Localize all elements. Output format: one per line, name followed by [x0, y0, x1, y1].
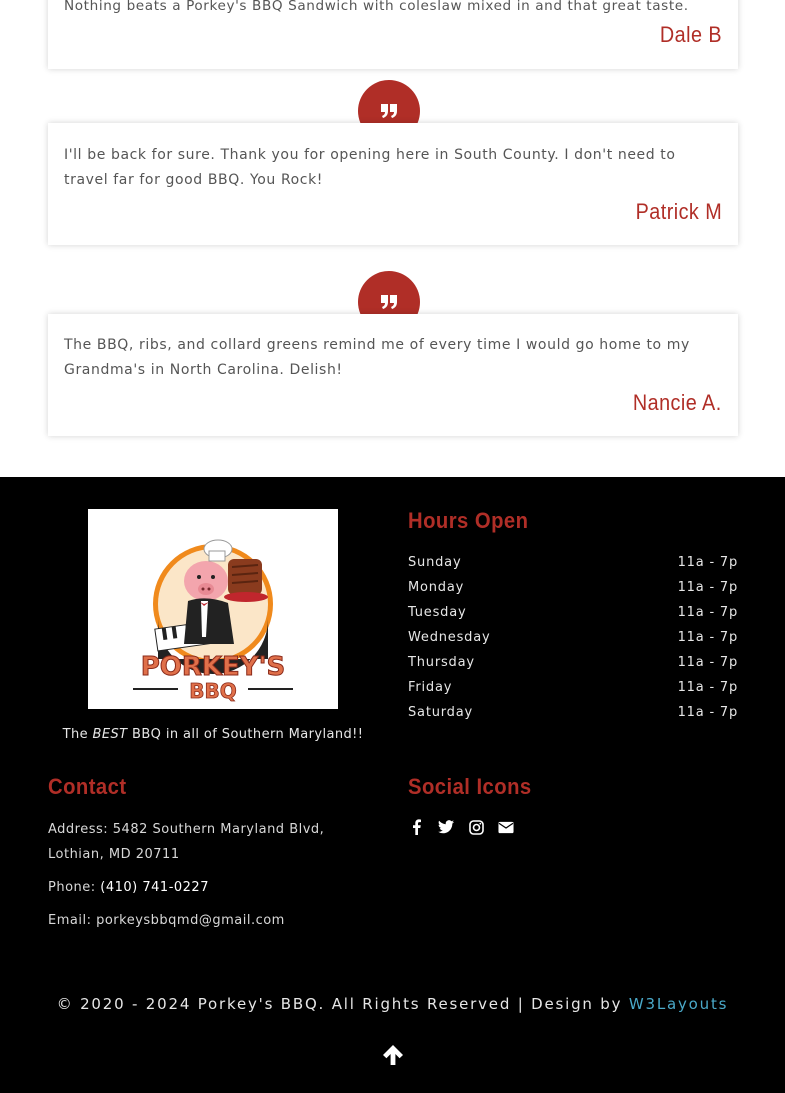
hours-day: Tuesday — [408, 605, 467, 620]
hours-row — [408, 580, 738, 605]
email-link[interactable]: porkeysbbqmd@gmail.com — [96, 913, 285, 928]
hours-row — [408, 555, 738, 580]
hours-day: Monday — [408, 580, 465, 595]
copyright — [0, 995, 785, 1013]
hours-row — [408, 630, 738, 655]
email-label: Email: — [48, 913, 97, 928]
footer — [0, 477, 785, 1093]
social-icons — [408, 819, 514, 835]
designer-link[interactable]: W3Layouts — [628, 995, 729, 1013]
address-line-1: Address: 5482 Southern Maryland Blvd, — [48, 822, 325, 837]
testimonial-quote: I'll be back for sure. Thank you for opening here in South County. I don't need to travel far for good BBQ. You Rock! — [64, 147, 676, 188]
hours-heading: Hours Open — [408, 508, 529, 533]
hours-day: Saturday — [408, 705, 473, 720]
phone-link[interactable]: (410) 741-0227 — [100, 880, 209, 895]
hours-time: 11a - 7p — [677, 655, 738, 670]
testimonial-author: Patrick M — [635, 199, 722, 224]
hours-row — [408, 605, 738, 630]
phone-label: Phone: — [48, 880, 101, 895]
copyright-text: © 2020 - 2024 Porkey's BBQ. All Rights Reserved | Design by — [56, 995, 629, 1013]
address — [48, 817, 324, 867]
tagline — [48, 727, 378, 742]
hours-time: 11a - 7p — [677, 630, 738, 645]
envelope-icon[interactable] — [498, 819, 514, 835]
testimonial-quote: Nothing beats a Porkey's BBQ Sandwich with coleslaw mixed in and that great taste. — [64, 0, 689, 14]
back-to-top-button[interactable] — [380, 1042, 406, 1068]
porkeys-logo[interactable] — [88, 509, 338, 709]
tagline-prefix: The — [62, 727, 93, 742]
arrow-up-icon — [381, 1043, 405, 1067]
testimonial-author: Nancie A. — [633, 390, 722, 415]
tagline-suffix: BBQ in all of Southern Maryland!! — [127, 727, 364, 742]
testimonial-quote: The BBQ, ribs, and collard greens remind me of every time I would go home to my Grandma's in North Carolina. Delish! — [64, 337, 690, 378]
hours-time: 11a - 7p — [677, 580, 738, 595]
hours-row — [408, 705, 738, 730]
hours-day: Sunday — [408, 555, 462, 570]
hours-row — [408, 680, 738, 705]
hours-day: Friday — [408, 680, 453, 695]
instagram-icon[interactable] — [468, 819, 484, 835]
hours-day: Wednesday — [408, 630, 491, 645]
testimonial-card — [48, 123, 738, 245]
logo-brand-text: PORKEY'S — [140, 652, 286, 682]
twitter-icon[interactable] — [438, 819, 454, 835]
hours-row — [408, 655, 738, 680]
phone-line — [48, 875, 209, 900]
address-line-2: Lothian, MD 20711 — [48, 847, 180, 862]
hours-time: 11a - 7p — [677, 555, 738, 570]
contact-heading: Contact — [48, 774, 127, 799]
email-line — [48, 908, 285, 933]
tagline-emphasis: BEST — [92, 727, 128, 742]
hours-time: 11a - 7p — [677, 680, 738, 695]
facebook-icon[interactable] — [408, 819, 424, 835]
testimonial-author: Dale B — [659, 22, 722, 47]
testimonials-section — [0, 0, 785, 477]
hours-time: 11a - 7p — [677, 705, 738, 720]
social-heading: Social Icons — [408, 774, 532, 799]
testimonial-card — [48, 314, 738, 436]
hours-day: Thursday — [408, 655, 475, 670]
testimonial-card — [48, 0, 738, 69]
hours-time: 11a - 7p — [677, 605, 738, 620]
logo-sub-text: BBQ — [189, 679, 237, 703]
